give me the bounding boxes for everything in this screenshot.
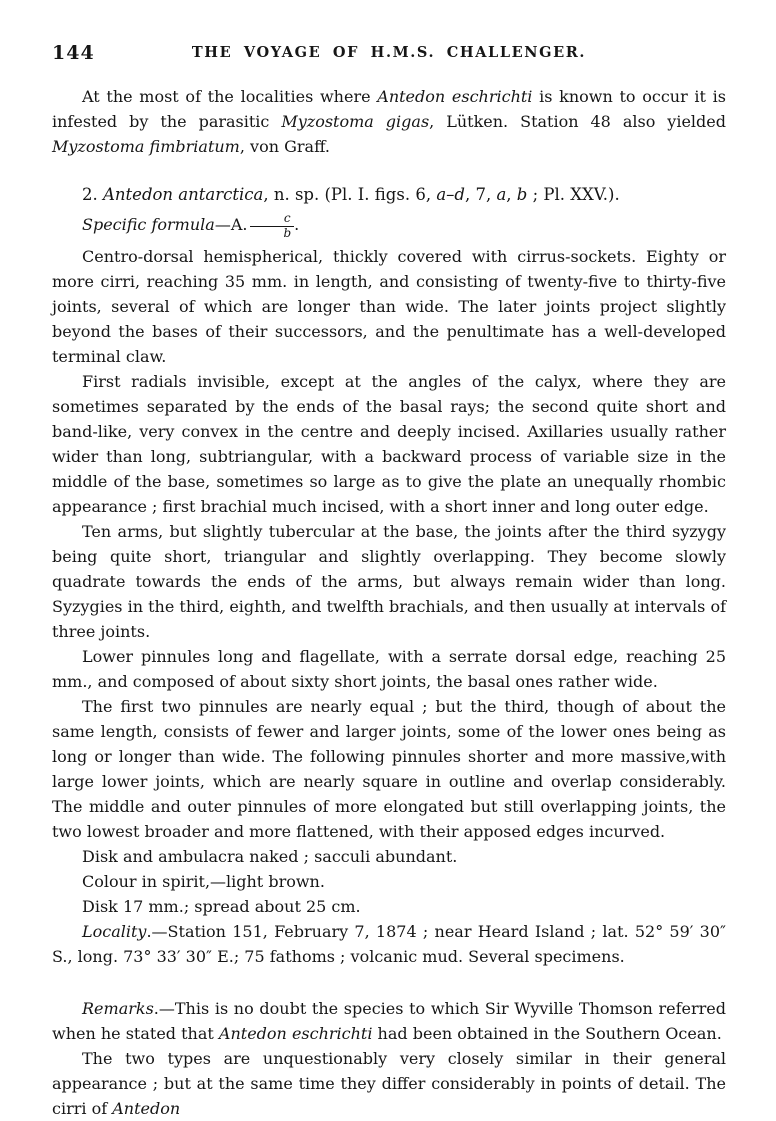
text-segment: Ten arms, but slightly tubercular at the base, the joints after the third syzygy being quite short, triangular and slightly overlapping. They become slowly quadrate towards the ends of the arms, but always remain wider than long. Syzygies in the third, eighth, and twelfth brachials, and then usually at intervals of three joints. (52, 521, 726, 641)
running-title: THE VOYAGE OF H.M.S. CHALLENGER. (191, 44, 587, 61)
italic-text: b (516, 185, 528, 204)
text-segment: .—Station 151, February 7, 1874 ; near Heard Island ; lat. 52° 59′ 30″ S., long. 73° 33′ 30″ E.; 75 fathoms ; volcanic mud. Several specimens. (52, 921, 726, 966)
italic-text: Specific formula (82, 215, 215, 234)
running-head (52, 42, 726, 64)
text-segment: .—This is no doubt the species to which Sir Wyville Thomson referred when he stated that (52, 998, 726, 1043)
paragraph-two-types (52, 1046, 726, 1121)
text-segment: —A. (214, 215, 248, 234)
italic-text: a–d (436, 185, 465, 204)
text-segment: . (294, 215, 300, 234)
paragraph-disk-spread (52, 894, 726, 919)
text-segment: Disk and ambulacra naked ; sacculi abundant. (82, 846, 458, 866)
fraction: $\frac{c}{b}$ (250, 212, 294, 239)
paragraph-first-radials (52, 369, 726, 519)
text-segment: At the most of the localities where (82, 87, 378, 106)
text-segment: , n. sp. (Pl. I. figs. 6, (263, 185, 437, 204)
italic-text: Antedon (112, 1098, 181, 1118)
text-segment: , (506, 185, 517, 204)
italic-text: Antedon eschrichti (377, 87, 533, 106)
paragraph-ten-arms (52, 519, 726, 644)
paragraph-centrodorsal (52, 244, 726, 369)
page-body-text (52, 84, 726, 1121)
text-segment: The two types are unquestionably very closely similar in their general appearance ; but at the same time they differ considerably in points of detail. The cirri of (52, 1048, 726, 1118)
text-segment: Colour in spirit,—light brown. (82, 871, 325, 891)
paragraph-myzostoma (52, 84, 726, 159)
page-number: 144 (52, 42, 95, 64)
paragraph-disk-ambulacra (52, 844, 726, 869)
text-segment: Centro-dorsal hemispherical, thickly covered with cirrus-sockets. Eighty or more cirri, reaching 35 mm. in length, and consisting of twenty-five to thirty-five joints, several of which are longer than wide. The later joints project slightly beyond the bases of their successors, and the penultimate has a well-developed terminal claw. (52, 246, 726, 366)
text-segment: , von Graff. (239, 137, 330, 156)
paragraph-remarks (52, 996, 726, 1046)
text-segment: 2. (82, 185, 103, 204)
text-segment: The first two pinnules are nearly equal ; but the third, though of about the same length, consists of fewer and larger joints, some of the lower ones being as long or longer than wide. The following pinnules shorter and more massive,with large lower joints, which are nearly square in outline and overlap considerably. The middle and outer pinnules of more elongated but still overlapping joints, the two lowest broader and more flattened, with their apposed edges incurved. (52, 696, 726, 841)
italic-text: Myzostoma fimbriatum (52, 137, 240, 156)
italic-text: Myzostoma gigas (281, 112, 430, 131)
text-segment: First radials invisible, except at the angles of the calyx, where they are sometimes separated by the ends of the basal rays; the second quite short and band-like, very convex in the centre and deeply incised. Axillaries usually rather wider than long, subtriangular, with a backward process of variable size in the middle of the base, sometimes so large as to give the plate an unequally rhombic appearance ; first brachial much incised, with a short inner and long outer edge. (52, 371, 726, 516)
italic-text: Antedon antarctica (103, 185, 264, 204)
text-segment: had been obtained in the Southern Ocean. (372, 1023, 722, 1043)
specific-formula (52, 212, 726, 240)
italic-text: Remarks (82, 998, 154, 1018)
italic-text: Antedon eschrichti (218, 1023, 373, 1043)
paragraph-locality (52, 919, 726, 969)
italic-text: Locality (82, 921, 147, 941)
paragraph-colour (52, 869, 726, 894)
italic-text: a (496, 185, 507, 204)
paragraph-first-two-pinnules (52, 694, 726, 844)
text-segment: ; Pl. XXV.). (527, 185, 620, 204)
paragraph-lower-pinnules (52, 644, 726, 694)
text-segment: is known to occur it is infested by the parasitic (52, 87, 726, 131)
text-segment: , Lütken. Station 48 also yielded (429, 112, 727, 131)
text-segment: Disk 17 mm.; spread about 25 cm. (82, 896, 361, 916)
species-heading (52, 182, 726, 207)
text-segment: , 7, (464, 185, 497, 204)
text-segment: Lower pinnules long and flagellate, with a serrate dorsal edge, reaching 25 mm., and composed of about sixty short joints, the basal ones rather wide. (52, 646, 726, 691)
